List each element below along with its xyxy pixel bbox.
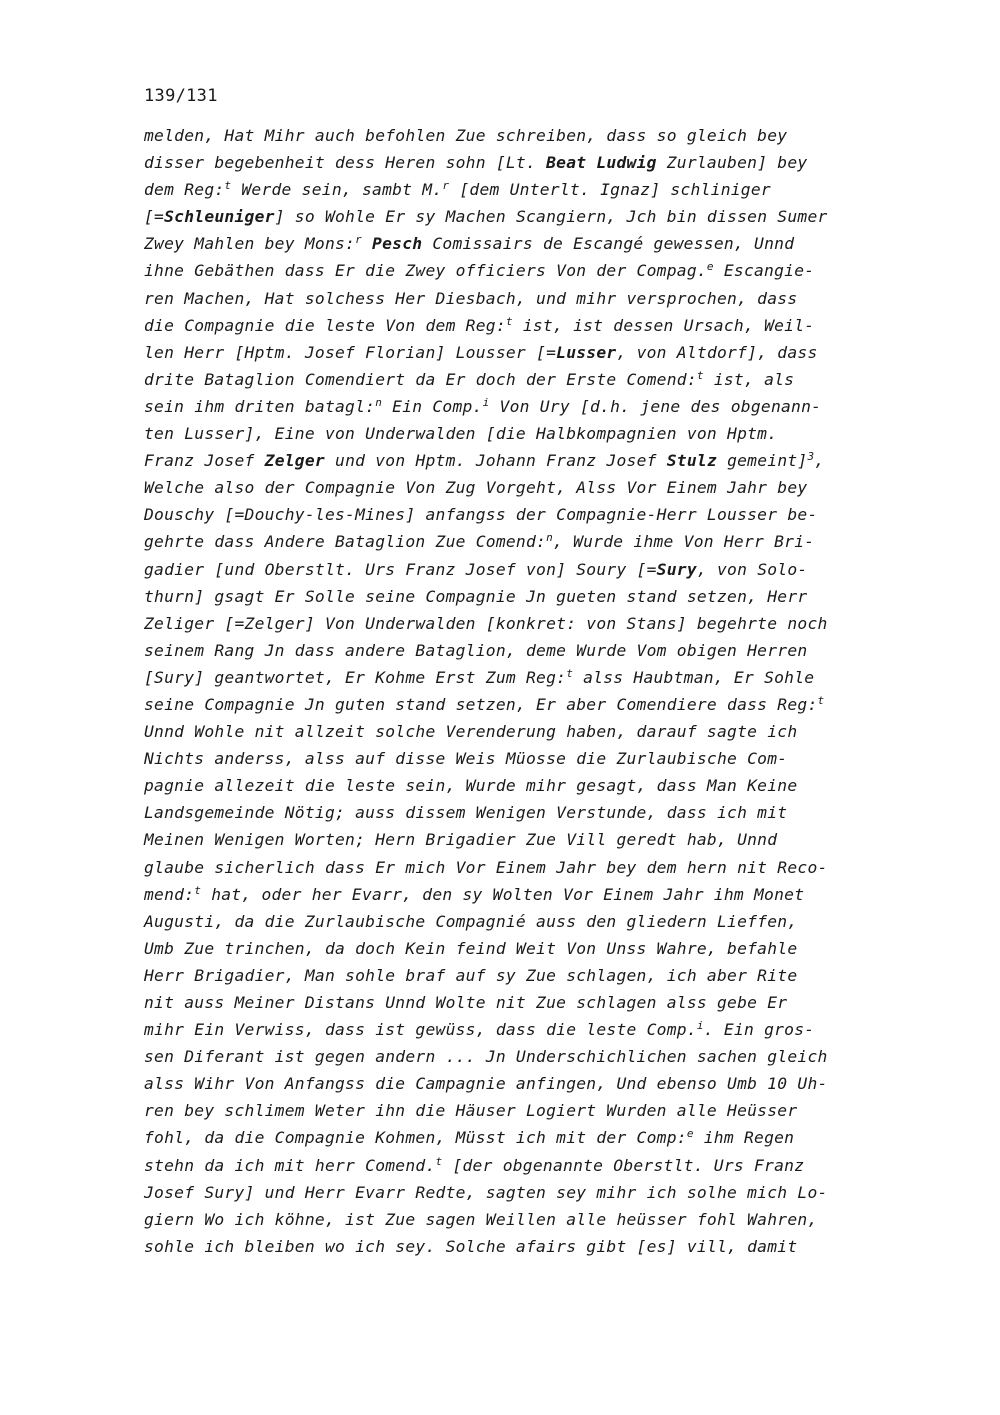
superscript: t <box>224 179 232 193</box>
text-segment: disser begebenheit dess Heren sohn [Lt. <box>144 153 547 173</box>
bold-name: Beat Ludwig <box>546 153 657 173</box>
text-segment: [Sury] geantwortet, Er Kohme Erst Zum Reg: <box>144 667 567 687</box>
text-line <box>144 745 904 772</box>
text-line <box>144 1070 904 1097</box>
bold-name: Zelger <box>264 451 325 471</box>
text-segment: Meinen Wenigen Worten; Hern Brigadier Zue Vill geredt hab, Unnd <box>144 830 778 850</box>
superscript: r <box>442 179 450 193</box>
text-segment: alss Haubtman, Er Sohle <box>573 667 815 687</box>
superscript: t <box>194 883 202 897</box>
text-line <box>144 285 904 312</box>
superscript: t <box>566 666 574 680</box>
bold-name: Pesch <box>372 234 423 254</box>
text-line <box>144 826 904 853</box>
text-segment: ren Machen, Hat solchess Her Diesbach, und mihr versprochen, dass <box>144 288 798 308</box>
text-line <box>144 149 904 176</box>
text-line <box>144 366 904 393</box>
text-segment: hat, oder her Evarr, den sy Wolten Vor Einem Jahr ihm Monet <box>201 884 805 904</box>
superscript: 3 <box>807 450 815 464</box>
text-segment: Landsgemeinde Nötig; auss dissem Wenigen Verstunde, dass ich mit <box>144 803 788 823</box>
text-line <box>144 935 904 962</box>
text-segment: gemeint] <box>717 451 808 471</box>
text-segment: Zurlauben] bey <box>656 153 808 173</box>
text-line <box>144 1152 904 1179</box>
bold-name: Schleuniger <box>164 207 275 227</box>
text-line <box>144 664 904 691</box>
transcription-text <box>144 122 904 1260</box>
text-segment: Josef Sury] und Herr Evarr Redte, sagten sey mihr ich solhe mich Lo- <box>144 1182 828 1202</box>
text-line <box>144 339 904 366</box>
text-segment: ihne Gebäthen dass Er die Zwey officiers Von der Compag. <box>144 261 707 281</box>
text-line <box>144 447 904 474</box>
text-segment: Zeliger [=Zelger] Von Underwalden [konkret: von Stans] begehrte noch <box>144 613 828 633</box>
text-segment: mend: <box>144 884 195 904</box>
text-segment: . Ein gros- <box>703 1020 815 1040</box>
text-line <box>144 610 904 637</box>
text-segment: Von Ury [d.h. jene des obgenann- <box>489 396 822 416</box>
text-segment: alss Wihr Von Anfangss die Campagnie anfingen, Und ebenso Umb 10 Uh- <box>144 1074 828 1094</box>
text-segment: , von Solo- <box>696 559 808 579</box>
text-segment: Franz Josef <box>144 451 265 471</box>
text-line <box>144 203 904 230</box>
text-line <box>144 230 904 257</box>
text-line <box>144 257 904 284</box>
text-line <box>144 799 904 826</box>
text-line <box>144 176 904 203</box>
text-segment: dem Reg: <box>144 180 225 200</box>
superscript: t <box>435 1154 443 1168</box>
text-segment: ten Lusser], Eine von Underwalden [die Halbkompagnien von Hptm. <box>144 424 778 444</box>
text-segment: stehn da ich mit herr Comend. <box>144 1155 436 1175</box>
text-line <box>144 474 904 501</box>
text-segment: , Wurde ihme Von Herr Bri- <box>552 532 815 552</box>
text-segment: thurn] gsagt Er Solle seine Compagnie Jn gueten stand setzen, Herr <box>144 586 808 606</box>
superscript: n <box>375 395 383 409</box>
text-segment: [der obgenannte Oberstlt. Urs Franz <box>442 1155 805 1175</box>
text-segment: , <box>814 451 825 471</box>
superscript: t <box>696 368 704 382</box>
text-line <box>144 1206 904 1233</box>
text-segment: ] so Wohle Er sy Machen Scangiern, Jch bin dissen Sumer <box>274 207 828 227</box>
text-segment: sen Diferant ist gegen andern ... Jn Underschichlichen sachen gleich <box>144 1047 828 1067</box>
text-segment: und von Hptm. Johann Franz Josef <box>324 451 667 471</box>
text-segment: mihr Ein Verwiss, dass ist gewüss, dass die leste Comp. <box>144 1020 697 1040</box>
text-line <box>144 1124 904 1151</box>
text-segment: ist, ist dessen Ursach, Weil- <box>512 315 815 335</box>
text-line <box>144 556 904 583</box>
text-line <box>144 962 904 989</box>
text-segment: Comissairs de Escangé gewessen, Unnd <box>422 234 795 254</box>
text-line <box>144 1016 904 1043</box>
text-segment: giern Wo ich köhne, ist Zue sagen Weillen alle heüsser fohl Wahren, <box>144 1209 818 1229</box>
text-line <box>144 854 904 881</box>
superscript: i <box>696 1019 704 1033</box>
text-segment: seine Compagnie Jn guten stand setzen, Er aber Comendiere dass Reg: <box>144 694 818 714</box>
superscript: t <box>817 693 825 707</box>
text-segment: seinem Rang Jn dass andere Bataglion, deme Wurde Vom obigen Herren <box>144 640 808 660</box>
text-line <box>144 908 904 935</box>
bold-name: Lusser <box>556 342 617 362</box>
text-segment: , von Altdorf], dass <box>616 342 818 362</box>
text-segment: sein ihm driten batagl: <box>144 396 376 416</box>
text-line <box>144 989 904 1016</box>
superscript: i <box>482 395 490 409</box>
text-segment: [dem Unterlt. Ignaz] schliniger <box>449 180 771 200</box>
text-segment: ist, als <box>703 369 795 389</box>
text-segment: Ein Comp. <box>382 396 483 416</box>
text-segment: pagnie allezeit die leste sein, Wurde mihr gesagt, dass Man Keine <box>144 776 798 796</box>
text-line <box>144 772 904 799</box>
text-segment: nit auss Meiner Distans Unnd Wolte nit Zue schlagen alss gebe Er <box>144 993 788 1012</box>
page-number: 139/131 <box>144 86 218 106</box>
text-segment: Augusti, da die Zurlaubische Compagnié auss den gliedern Lieffen, <box>144 911 798 931</box>
text-segment: [= <box>144 207 165 227</box>
text-segment: glaube sicherlich dass Er mich Vor Einem Jahr bey dem hern nit Reco- <box>144 857 828 877</box>
superscript: t <box>505 314 513 328</box>
text-segment: Nichts anderss, alss auf disse Weis Müosse die Zurlaubische Com- <box>144 749 788 769</box>
text-segment: Zwey Mahlen bey Mons: <box>144 234 356 254</box>
bold-name: Sury <box>656 559 697 579</box>
text-line <box>144 1179 904 1206</box>
text-segment: Unnd Wohle nit allzeit solche Verenderung haben, darauf sagte ich <box>144 722 798 742</box>
superscript: r <box>355 233 362 247</box>
text-line <box>144 1097 904 1124</box>
text-segment: Escangie- <box>713 261 815 281</box>
text-segment: Welche also der Compagnie Von Zug Vorgeht, Alss Vor Einem Jahr bey <box>144 478 808 498</box>
text-line <box>144 501 904 528</box>
text-line <box>144 691 904 718</box>
text-line <box>144 583 904 610</box>
text-segment: Werde sein, sambt M. <box>231 180 443 200</box>
superscript: n <box>546 531 553 545</box>
superscript: e <box>686 1127 694 1141</box>
text-segment: gadier [und Oberstlt. Urs Franz Josef von] Soury [= <box>144 559 657 579</box>
text-line <box>144 393 904 420</box>
text-segment: sohle ich bleiben wo ich sey. Solche afairs gibt [es] vill, damit <box>144 1236 798 1256</box>
superscript: e <box>706 260 714 274</box>
text-line <box>144 1233 904 1260</box>
text-segment: fohl, da die Compagnie Kohmen, Müsst ich mit der Comp: <box>144 1128 687 1148</box>
text-line <box>144 122 904 149</box>
text-line <box>144 718 904 745</box>
text-segment: die Compagnie die leste Von dem Reg: <box>144 315 506 335</box>
text-segment: drite Bataglion Comendiert da Er doch der Erste Comend: <box>144 369 697 389</box>
text-line <box>144 881 904 908</box>
text-segment <box>362 234 372 253</box>
bold-name: Stulz <box>666 451 718 471</box>
text-segment: ihm Regen <box>693 1128 795 1148</box>
text-segment: ren bey schlimem Weter ihn die Häuser Logiert Wurden alle Heüsser <box>144 1101 798 1121</box>
text-segment: Umb Zue trinchen, da doch Kein feind Weit Von Unss Wahre, befahle <box>144 938 798 958</box>
text-line <box>144 312 904 339</box>
text-line <box>144 528 904 555</box>
text-segment: Douschy [=Douchy-les-Mines] anfangss der Compagnie-Herr Lousser be- <box>144 505 818 525</box>
text-segment: len Herr [Hptm. Josef Florian] Lousser [= <box>144 342 557 362</box>
text-line <box>144 420 904 447</box>
text-line <box>144 637 904 664</box>
text-segment: melden, Hat Mihr auch befohlen Zue schreiben, dass so gleich bey <box>144 126 788 145</box>
text-segment: gehrte dass Andere Bataglion Zue Comend: <box>144 532 547 552</box>
text-segment: Herr Brigadier, Man sohle braf auf sy Zue schlagen, ich aber Rite <box>144 965 798 985</box>
text-line <box>144 1043 904 1070</box>
